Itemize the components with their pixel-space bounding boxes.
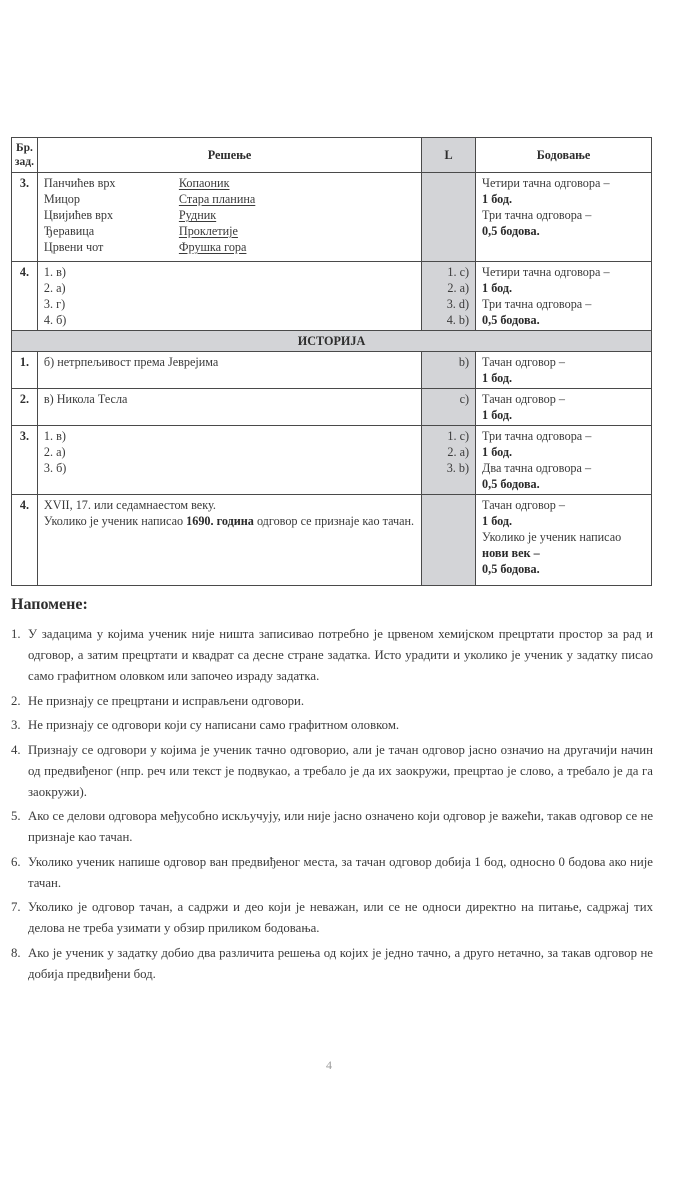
solution-cell: в) Никола Тесла (37, 389, 421, 426)
header-scoring: Бодовање (476, 138, 652, 173)
header-task-number: Бр. зад. (12, 138, 38, 173)
table-row (12, 495, 652, 586)
solution-cell: XVII, 17. или седамнаестом веку. Уколико је ученик написао 1690. година одговор се признаје као тачан. (37, 495, 421, 586)
task-number: 2. (12, 389, 38, 426)
table-row (12, 173, 652, 262)
match-pair: Ђеравица Проклетије (43, 224, 238, 238)
task-number: 4. (12, 262, 38, 331)
l-cell: c) (422, 389, 476, 426)
note-item: 5. Ако се делови одговора међусобно искључују, или није јасно означено који одговор је важећи, такав одговор се не признаје као тачан. (11, 809, 653, 844)
note-item: 4. Признају се одговори у којима је ученик тачно одговорио, али је тачан одговор јасно означио на другачији начин од предвиђеног (нпр. реч или текст је подвукао, а требало је да их заокружи, прецртао је слово, а требало је да га заокружи). (11, 742, 653, 799)
solution-cell: 1. в) 2. а) 3. б) (37, 426, 421, 495)
solution-cell (37, 173, 421, 262)
l-cell: 1. c) 2. a) 3. d) 4. b) (422, 262, 476, 331)
notes-heading: Напомене: (11, 596, 88, 613)
match-pair: Цвијићев врх Рудник (43, 208, 217, 222)
l-cell: b) (422, 352, 476, 389)
table-row (12, 389, 652, 426)
note-item: 6. Уколико ученик напише одговор ван предвиђеног места, за тачан одговор добија 1 бод, односно 0 бодова ако није тачан. (11, 854, 653, 890)
section-row (12, 331, 652, 352)
note-item: 1. У задацима у којима ученик није ништа записивао потребно је црвеном хемијском прецртати простор за рад и одговор, а затим прецртати и квадрат са десне стране задатка. Исто урадити и уколико је ученик у задатку писао само графитном оловком или започео израду задатка. (11, 627, 653, 683)
solution-cell: б) нетрпељивост према Јеврејима (37, 352, 421, 389)
l-cell: 1. c) 2. a) 3. b) (422, 426, 476, 495)
scoring-cell: Четири тачна одговора – 1 бод. Три тачна одговора – 0,5 бодова. (476, 173, 652, 262)
note-item: 8. Ако је ученик у задатку добио два различита решења од којих је једно тачно, а друго нетачно, за такав одговор не добија предвиђени бод. (11, 945, 653, 981)
scoring-cell: Три тачна одговора – 1 бод. Два тачна одговора – 0,5 бодова. (476, 426, 652, 495)
answer-key-table (11, 137, 652, 586)
task-number: 4. (12, 495, 38, 586)
notes-list (11, 624, 653, 988)
note-item: 7. Уколико је одговор тачан, а садржи и део који је неважан, или се не односи директно на питање, садржај тих делова не треба узимати у обзир приликом бодовања. (11, 900, 653, 935)
scoring-cell: Тачан одговор – 1 бод. (476, 352, 652, 389)
l-cell (422, 495, 476, 586)
page-number: 4 (326, 1058, 332, 1072)
l-cell (422, 173, 476, 262)
scoring-cell: Тачан одговор – 1 бод. (476, 389, 652, 426)
task-number: 3. (12, 173, 38, 262)
match-pair: Панчићев врх Копаоник (43, 176, 230, 190)
task-number: 3. (12, 426, 38, 495)
scoring-cell: Тачан одговор – 1 бод. Уколико је ученик написао нови век – 0,5 бодова. (476, 495, 652, 586)
match-pair: Мицор Стара планина (43, 192, 256, 206)
table-row (12, 262, 652, 331)
task-number: 1. (12, 352, 38, 389)
note-item: 3. Не признају се одговори који су написани само графитном оловком. (11, 718, 400, 732)
table-row (12, 352, 652, 389)
header-l: L (422, 138, 476, 173)
scoring-cell: Четири тачна одговора – 1 бод. Три тачна одговора – 0,5 бодова. (476, 262, 652, 331)
solution-cell: 1. в) 2. а) 3. г) 4. б) (37, 262, 421, 331)
match-pair: Црвени чот Фрушка гора (43, 240, 247, 254)
note-item: 2. Не признају се прецртани и исправљени одговори. (11, 693, 305, 708)
table-row (12, 426, 652, 495)
table-header-row (12, 138, 652, 173)
header-solution: Решење (37, 138, 421, 173)
section-title-history: ИСТОРИЈА (12, 331, 652, 352)
